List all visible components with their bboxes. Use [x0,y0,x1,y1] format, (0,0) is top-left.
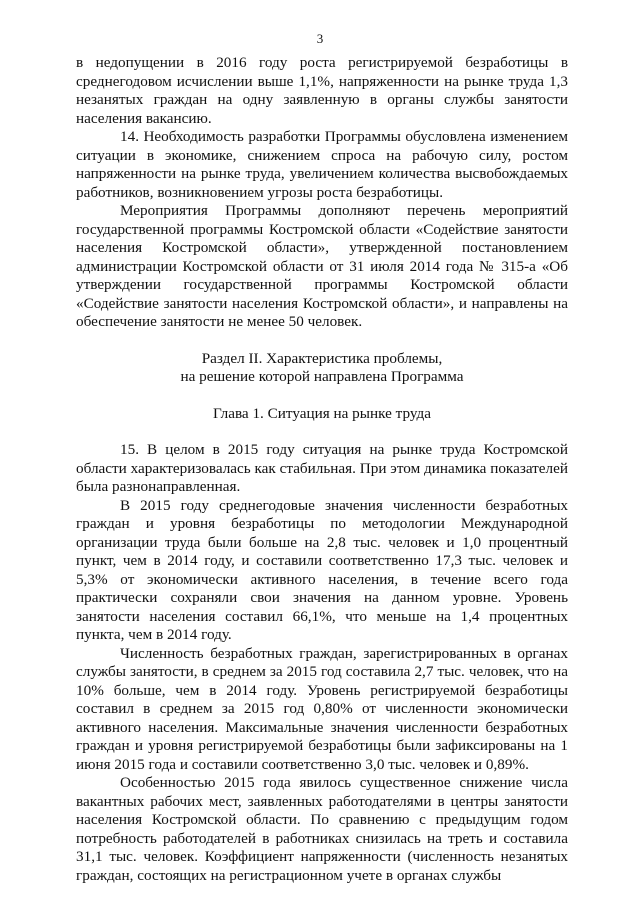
paragraph-14: 14. Необходимость разработки Программы обусловлена изменением ситуации в экономике, снижением спроса на рабочую силу, ростом напряженности на рынке труда, увеличением количества высвобождаемых работников, возникновением угрозы роста безработицы. [76,128,568,201]
document-body [76,54,568,885]
section-heading-line2: на решение которой направлена Программа [180,368,464,385]
chapter-heading: Глава 1. Ситуация на рынке труда [213,404,431,422]
paragraph-registered-unemployed: Численность безработных граждан, зарегистрированных в органах службы занятости, в среднем за 2015 год составила 2,7 тыс. человек, что на 10% больше, чем в 2014 году. Уровень регистрируемой безработицы составил в среднем за 2015 год 0,80% от численности экономически активного населения. Максимальные значения численности безработных граждан и уровня регистрируемой безработицы были зафиксированы на 1 июня 2015 года и составили соответственно 3,0 тыс. человек и 0,89%. [76,644,568,773]
paragraph-program-measures: Мероприятия Программы дополняют перечень мероприятий государственной программы Костромской области «Содействие занятости населения Костромской области», утвержденной постановлением администрации Костромской области от 31 июля 2014 года № 315-а «Об утверждении государственной программы Костромской области «Содействие занятости населения Костромской области», и направлены на обеспечение занятости не менее 50 человек. [76,202,568,330]
paragraph-continuation: в недопущении в 2016 году роста регистрируемой безработицы в среднегодовом исчислении выше 1,1%, напряженности на рынке труда 1,3 незанятых граждан на одну заявленную в органы службы занятости населения вакансию. [76,54,568,127]
paragraph-unemployment-ilo: В 2015 году среднегодовые значения численности безработных граждан и уровня безработицы по методологии Международной организации труда были больше на 2,8 тыс. человек и 1,0 процентный пункт, чем в 2014 году, и составили соответственно 17,3 тыс. человек и 5,3% от экономически активного населения, в течение всего года практически сохраняли свои значения на данном уровне. Уровень занятости населения составил 66,1%, что меньше на 1,4 процентных пункта, чем в 2014 году. [76,496,568,643]
section-heading [76,350,568,387]
paragraph-vacancies: Особенностью 2015 года явилось существенное снижение числа вакантных рабочих мест, заявленных работодателями в центры занятости населения Костромской области. По сравнению с предыдущим годом потребность работодателей в работниках снизилась на треть и составила 31,1 тыс. человек. Коэффициент напряженности (численность незанятых граждан, состоящих на регистрационном учете в органах службы [76,774,568,884]
page-number: 3 [316,31,324,46]
section-heading-line1: Раздел II. Характеристика проблемы, [201,349,443,367]
paragraph-15: 15. В целом в 2015 году ситуация на рынке труда Костромской области характеризовалась как стабильная. При этом динамика показателей была разнонаправленная. [76,441,568,495]
